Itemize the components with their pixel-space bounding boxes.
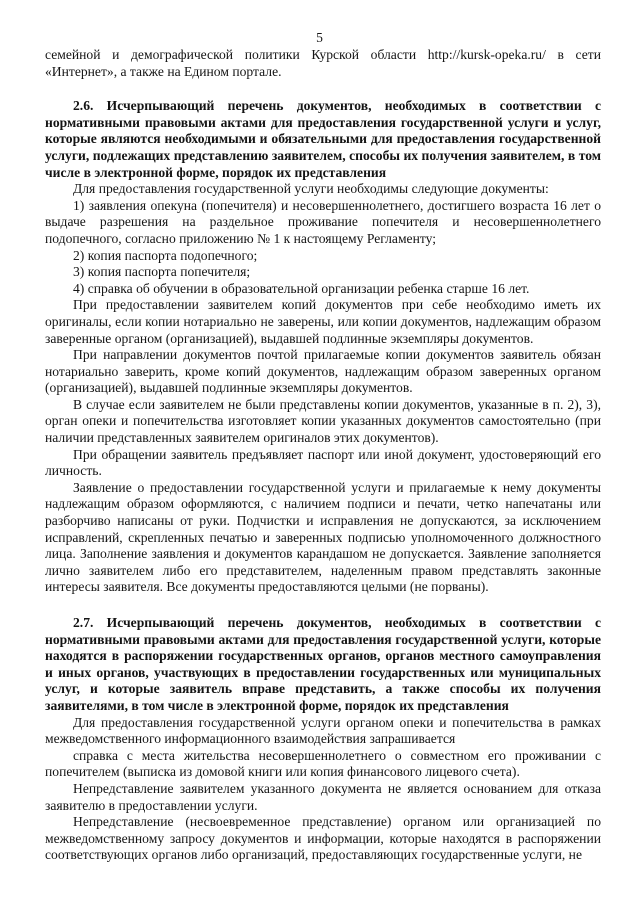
paragraph-originals: При предоставлении заявителем копий документов при себе необходимо иметь их оригиналы, если копии нотариально не заверены, или копии документов, надлежащим образом заверенные органом (организацией), выдавшей подлинные экземпляры документов. — [45, 297, 601, 346]
section-heading-2-7: 2.7. Исчерпывающий перечень документов, необходимых в соответствии с нормативными правовыми актами для предоставления государственной услуги, которые находятся в распоряжении государственных органов, органов местного самоуправления и иных органов, участвующих в предоставлении государственных или муниципальных услуг, и которые заявитель вправе представить, а также способы их получения заявителями, в том числе в электронной форме, порядок их представления — [45, 615, 601, 713]
section-heading-2-6: 2.6. Исчерпывающий перечень документов, необходимых в соответствии с нормативными правовыми актами для предоставления государственной услуги и услуг, которые являются необходимыми и обязательными для предоставления государственной услуги, подлежащих представлению заявителем, способы их получения заявителем, в том числе в электронной форме, порядок их представления — [45, 98, 601, 180]
paragraph-residence-certificate: справка с места жительства несовершеннолетнего о совместном его проживании с попечителем (выписка из домовой книги или копия финансового лицевого счета). — [45, 747, 601, 780]
page-number: 5 — [316, 30, 323, 45]
list-item-4: 4) справка об обучении в образовательной организации ребенка старше 16 лет. — [73, 280, 530, 296]
paragraph-intro-continuation: семейной и демографической политики Курской области http://kursk-opeka.ru/ в сети «Интернет», а также на Едином портале. — [45, 47, 601, 79]
paragraph-copies: В случае если заявителем не были представлены копии документов, указанные в п. 2), 3), орган опеки и попечительства изготовляет копии указанных документов самостоятельно (при наличии представленных заявителем оригиналов этих документов). — [45, 396, 601, 446]
paragraph-late-submission: Непредставление (несвоевременное представление) органом или организацией по межведомственному запросу документов и информации, которые находятся в распоряжении соответствующих органов либо организаций, предоставляющих государственные услуги, не — [45, 814, 601, 863]
paragraph-interagency: Для предоставления государственной услуги органом опеки и попечительства в рамках межведомственного информационного взаимодействия запрашивается — [45, 714, 601, 747]
paragraph-application-form: Заявление о предоставлении государственной услуги и прилагаемые к нему документы надлежащим образом оформляются, с наличием подписи и печати, четко напечатаны или разборчиво написаны от руки. Подчистки и исправления не допускаются, за исключением исправлений, скрепленных печатью и заверенных подписью уполномоченного должностного лица. Заполнение заявления и документов карандашом не допускается. Заявление заполняется лично заявителем либо его представителем, наделенным правом представлять законные интересы заявителя. Все документы предоставляются целыми (не порваны). — [45, 479, 601, 595]
document-body — [45, 47, 601, 864]
list-item-1: 1) заявления опекуна (попечителя) и несовершеннолетнего, достигшего возраста 16 лет о выдаче разрешения на раздельное проживание попечителя и несовершеннолетнего подопечного, согласно приложению № 1 к настоящему Регламенту; — [45, 197, 601, 246]
paragraph-passport: При обращении заявитель предъявляет паспорт или иной документ, удостоверяющий его личность. — [45, 446, 601, 479]
paragraph-postal: При направлении документов почтой прилагаемые копии документов заявитель обязан нотариально заверить, кроме копий документов, надлежащим образом заверенных органом (организацией), выдавшей подлинные экземпляры документов. — [45, 347, 601, 396]
list-item-3: 3) копия паспорта попечителя; — [73, 264, 251, 280]
list-item-2: 2) копия паспорта подопечного; — [73, 247, 258, 263]
paragraph-documents-lead: Для предоставления государственной услуги необходимы следующие документы: — [73, 181, 549, 197]
paragraph-non-submission: Непредставление заявителем указанного документа не является основанием для отказа заявителю в предоставлении услуги. — [45, 780, 601, 813]
